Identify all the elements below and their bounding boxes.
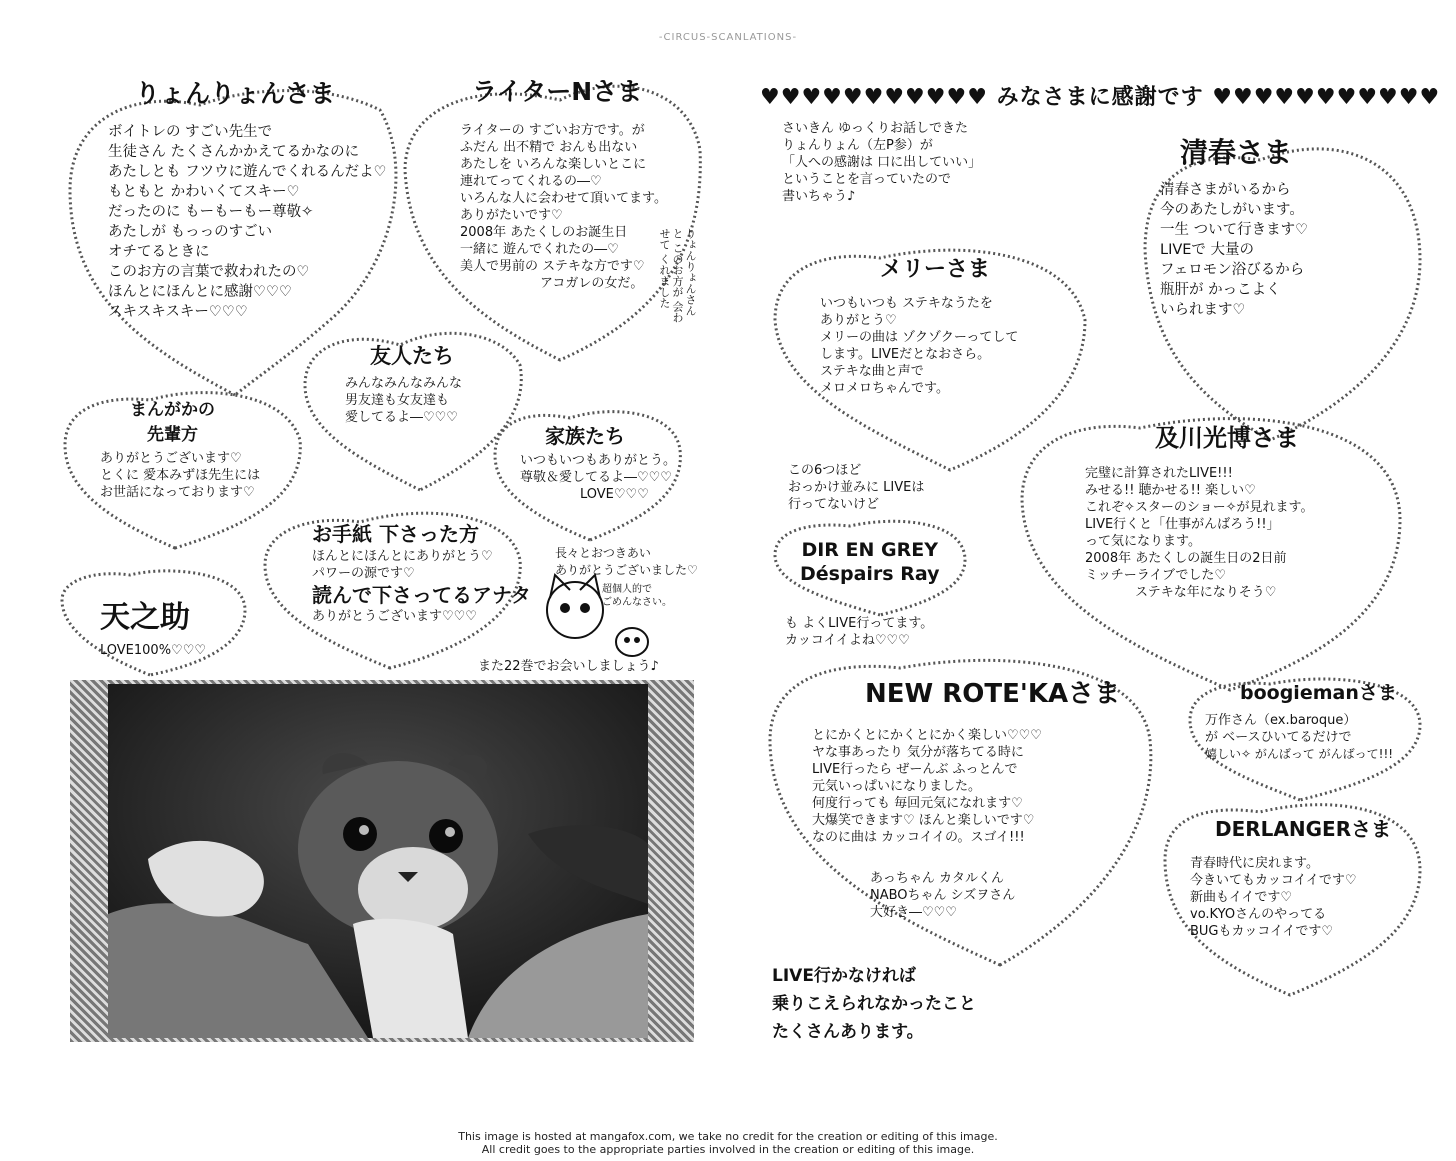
message-line: みせる!! 聴かせる!! 楽しい♡ bbox=[1085, 483, 1256, 498]
newroteka-title: NEW ROTE'KAさま bbox=[865, 679, 1121, 709]
message-line: も よくLIVE行ってます。 bbox=[785, 616, 934, 631]
thanks-banner: ♥♥♥♥♥♥♥♥♥♥♥ みなさまに感謝です ♥♥♥♥♥♥♥♥♥♥♥ bbox=[760, 85, 1441, 110]
message-line: 完璧に計算されたLIVE!!! bbox=[1085, 466, 1233, 481]
member-line: あっちゃん カタルくん bbox=[870, 871, 1005, 886]
member-line: NABOちゃん シズヲさん bbox=[870, 888, 1016, 903]
scanlation-label: -CIRCUS-SCANLATIONS- bbox=[658, 32, 798, 43]
intro-message bbox=[782, 120, 981, 205]
message-line: LIVE行ったら ぜーんぶ ふっとんで bbox=[812, 762, 1018, 777]
message-line: LOVE♡♡♡ bbox=[580, 487, 649, 502]
ryonryon-message bbox=[108, 122, 387, 322]
message-line: って気になります。 bbox=[1085, 534, 1201, 549]
message-line: 万作さん（ex.baroque） bbox=[1205, 713, 1357, 728]
seishun-title: 清春さま bbox=[1180, 136, 1293, 169]
senpai-message bbox=[100, 450, 260, 501]
oikawa-message bbox=[1085, 465, 1314, 601]
friends-title: 友人たち bbox=[370, 344, 454, 368]
message-line: りょんりょん（左P参）が bbox=[782, 138, 933, 153]
message-line: いられます♡ bbox=[1160, 302, 1246, 318]
friends-message bbox=[345, 375, 462, 426]
message-line: ということを言っていたので bbox=[782, 172, 952, 187]
merry-title: メリーさま bbox=[880, 257, 991, 282]
message-line: 瓶肝が かっこよく bbox=[1160, 282, 1281, 298]
family-section bbox=[545, 420, 625, 449]
seishun-message bbox=[1160, 180, 1308, 320]
message-line: メロメロちゃんです。 bbox=[820, 381, 949, 396]
cat-photo-icon bbox=[108, 684, 648, 1038]
message-line: この6つほど bbox=[788, 463, 862, 478]
message-line: メリーの曲は ゾクゾクーってして bbox=[820, 330, 1019, 345]
author-aside-line: 超個人的で bbox=[602, 584, 652, 595]
boogieman-message bbox=[1205, 712, 1393, 763]
direngrey-bands bbox=[800, 538, 939, 586]
message-line: おっかけ並みに LIVEは bbox=[788, 480, 925, 495]
message-line: 元気いっぱいになりました。 bbox=[812, 779, 982, 794]
message-line: お世話になっております♡ bbox=[100, 485, 255, 500]
message-line: 2008年 あたくしの誕生日の2日前 bbox=[1085, 551, 1287, 566]
author-note-line: ありがとうございました♡ bbox=[555, 563, 698, 577]
message-line: ありがたいです♡ bbox=[460, 208, 563, 223]
author-aside bbox=[602, 583, 672, 609]
newroteka-members bbox=[870, 870, 1015, 921]
writer-n-title: ライターNさま bbox=[472, 77, 643, 106]
message-line: 大爆笑できます♡ ほんと楽しいです♡ bbox=[812, 813, 1035, 828]
letters-section bbox=[312, 518, 479, 547]
message-line: 今のあたしがいます。 bbox=[1160, 202, 1304, 218]
message-line: 愛してるよ―♡♡♡ bbox=[345, 410, 458, 425]
message-line: 青春時代に戻れます。 bbox=[1190, 856, 1319, 871]
message-line: が ベースひいてるだけで bbox=[1205, 730, 1352, 745]
letters-title: お手紙 下さった方 bbox=[312, 522, 479, 546]
footer-line: This image is hosted at mangafox.com, we take no credit for the creation or editing of this image. bbox=[458, 1130, 998, 1143]
direngrey-intro bbox=[788, 462, 924, 513]
message-line: フェロモン浴びるから bbox=[1160, 262, 1305, 278]
message-line: 一緒に 遊んでくれたの―♡ bbox=[460, 242, 619, 257]
writer-n-message bbox=[460, 122, 667, 292]
hosting-footer bbox=[0, 1130, 1456, 1156]
ryonryon-title: りょんりょんさま bbox=[135, 79, 336, 108]
senpai-title-line2: 先輩方 bbox=[147, 425, 198, 445]
message-line: LIVEで 大量の bbox=[1160, 242, 1255, 258]
message-line: します。LIVEだとなおさら。 bbox=[820, 347, 991, 362]
closing-line: LIVE行かなければ bbox=[772, 966, 916, 986]
senpai-title-line1: まんがかの bbox=[130, 400, 215, 420]
message-line: 嬉しい✧ がんばって がんばって!!! bbox=[1205, 747, 1394, 761]
message-line: あたしが もっっのすごい bbox=[108, 224, 273, 240]
message-line: あたしとも フツウに遊んでくれるんだよ♡ bbox=[108, 164, 387, 180]
merry-message bbox=[820, 295, 1018, 397]
band-name: Déspairs Ray bbox=[800, 563, 940, 585]
message-line: パワーの源です♡ bbox=[312, 566, 415, 581]
friends-section bbox=[370, 345, 454, 368]
message-line: ライターの すごいお方です。が bbox=[460, 123, 645, 138]
message-line: 行ってないけど bbox=[788, 497, 880, 512]
message-line: 一生 ついて行きます♡ bbox=[1160, 222, 1309, 238]
band-name: DIR EN GREY bbox=[801, 539, 938, 561]
message-line: もともと かわいくてスキー♡ bbox=[108, 184, 300, 200]
message-line: みんなみんなみんな bbox=[345, 376, 463, 391]
tensuke-title: 天之助 bbox=[100, 600, 190, 635]
message-line: だったのに もーもーもー尊敬✧ bbox=[108, 204, 314, 220]
tensuke-line: LOVE100%♡♡♡ bbox=[100, 643, 207, 658]
message-line: 男友達も女友達も bbox=[345, 393, 450, 408]
message-line: とにかくとにかくとにかく楽しい♡♡♡ bbox=[812, 728, 1042, 743]
message-line: 尊敬＆愛してるよ―♡♡♡ bbox=[520, 470, 672, 485]
derlanger-message bbox=[1190, 855, 1357, 940]
message-line: BUGもカッコイイです♡ bbox=[1190, 924, 1333, 939]
senpai-section bbox=[130, 395, 215, 445]
boogieman-title: boogiemanさま bbox=[1240, 682, 1397, 704]
direngrey-after bbox=[785, 615, 933, 649]
message-line: あたしを いろんな楽しいとこに bbox=[460, 157, 647, 172]
message-line: 2008年 あたくしのお誕生日 bbox=[460, 225, 628, 240]
message-line: LIVE行くと「仕事がんばろう!!」 bbox=[1085, 517, 1280, 532]
message-line: ふだん 出不精で おんも出ない bbox=[460, 140, 638, 155]
message-line: 何度行っても 毎回元気になれます♡ bbox=[812, 796, 1023, 811]
letters-emphasis: 読んで下さってるアナタ bbox=[312, 583, 531, 607]
message-line: とくに 愛本みずほ先生には bbox=[100, 468, 261, 483]
closing-line: 乗りこえられなかったこと bbox=[772, 994, 976, 1014]
message-line: ステキな年になりそう♡ bbox=[1135, 585, 1277, 600]
ryonryon-section bbox=[135, 80, 335, 108]
message-line: ありがとうございます♡ bbox=[100, 451, 242, 466]
message-line: なのに曲は カッコイイの。スゴイ!!! bbox=[812, 830, 1025, 845]
tensuke-section bbox=[100, 592, 206, 659]
letters-message bbox=[312, 548, 531, 625]
message-line: いつもいつもありがとう。 bbox=[520, 453, 677, 468]
message-line: 連れてってくれるの―♡ bbox=[460, 174, 602, 189]
closing-line: たくさんあります。 bbox=[772, 1022, 924, 1042]
oikawa-title: 及川光博さま bbox=[1155, 424, 1299, 452]
message-line: 書いちゃう♪ bbox=[782, 189, 856, 204]
footer-line: All credit goes to the appropriate parties involved in the creation or editing of this image. bbox=[481, 1143, 975, 1156]
message-line: 生徒さん たくさんかかえてるかなのに bbox=[108, 144, 360, 160]
author-aside-line: ごめんなさい。 bbox=[602, 597, 672, 608]
message-line: スキスキスキー♡♡♡ bbox=[108, 304, 248, 320]
message-line: いろんな人に会わせて頂いてます。 bbox=[460, 191, 667, 206]
author-closing: また22巻でお会いしましょう♪ bbox=[478, 659, 659, 674]
message-line: このお方の言葉で救われたの♡ bbox=[108, 264, 310, 280]
message-line: vo.KYOさんのやってる bbox=[1190, 907, 1327, 922]
message-line: 「人への感謝は 口に出していい」 bbox=[782, 155, 982, 170]
cat-photo bbox=[108, 684, 648, 1038]
writer-n-side-note: りょんりょんさんと このお方が 会わせて くれました bbox=[658, 228, 697, 323]
message-line: アコガレの女だ。 bbox=[540, 276, 644, 291]
family-title: 家族たち bbox=[545, 424, 625, 448]
message-line: オチてるときに bbox=[108, 244, 210, 260]
message-line: 今きいてもカッコイイです♡ bbox=[1190, 873, 1357, 888]
newroteka-message bbox=[812, 727, 1042, 846]
message-line: ほんとにほんとにありがとう♡ bbox=[312, 549, 493, 564]
message-line: カッコイイよね♡♡♡ bbox=[785, 633, 910, 648]
message-line: ほんとにほんとに感謝♡♡♡ bbox=[108, 284, 292, 300]
writer-n-section bbox=[472, 78, 642, 106]
family-message bbox=[520, 452, 676, 503]
message-line: 清春さまがいるから bbox=[1160, 182, 1291, 198]
closing-message bbox=[772, 962, 976, 1046]
message-line: いつもいつも ステキなうたを bbox=[820, 296, 993, 311]
derlanger-title: DERLANGERさま bbox=[1215, 817, 1392, 841]
message-line: 新曲もイイです♡ bbox=[1190, 890, 1293, 905]
message-line: ヤな事あったり 気分が落ちてる時に bbox=[812, 745, 1024, 760]
message-line: さいきん ゆっくりお話しできた bbox=[782, 121, 969, 136]
member-line: 大好き―♡♡♡ bbox=[870, 905, 957, 920]
message-line: ありがとうございます♡♡♡ bbox=[312, 609, 477, 624]
message-line: ミッチーライブでした♡ bbox=[1085, 568, 1227, 583]
author-note bbox=[555, 545, 698, 579]
message-line: ありがとう♡ bbox=[820, 313, 897, 328]
message-line: 美人で男前の ステキな方です♡ bbox=[460, 259, 645, 274]
message-line: これぞ✧スターのショー✧が見れます。 bbox=[1085, 500, 1314, 515]
message-line: ステキな曲と声で bbox=[820, 364, 924, 379]
author-note-line: 長々とおつきあい bbox=[555, 546, 651, 560]
message-line: ボイトレの すごい先生で bbox=[108, 124, 273, 140]
